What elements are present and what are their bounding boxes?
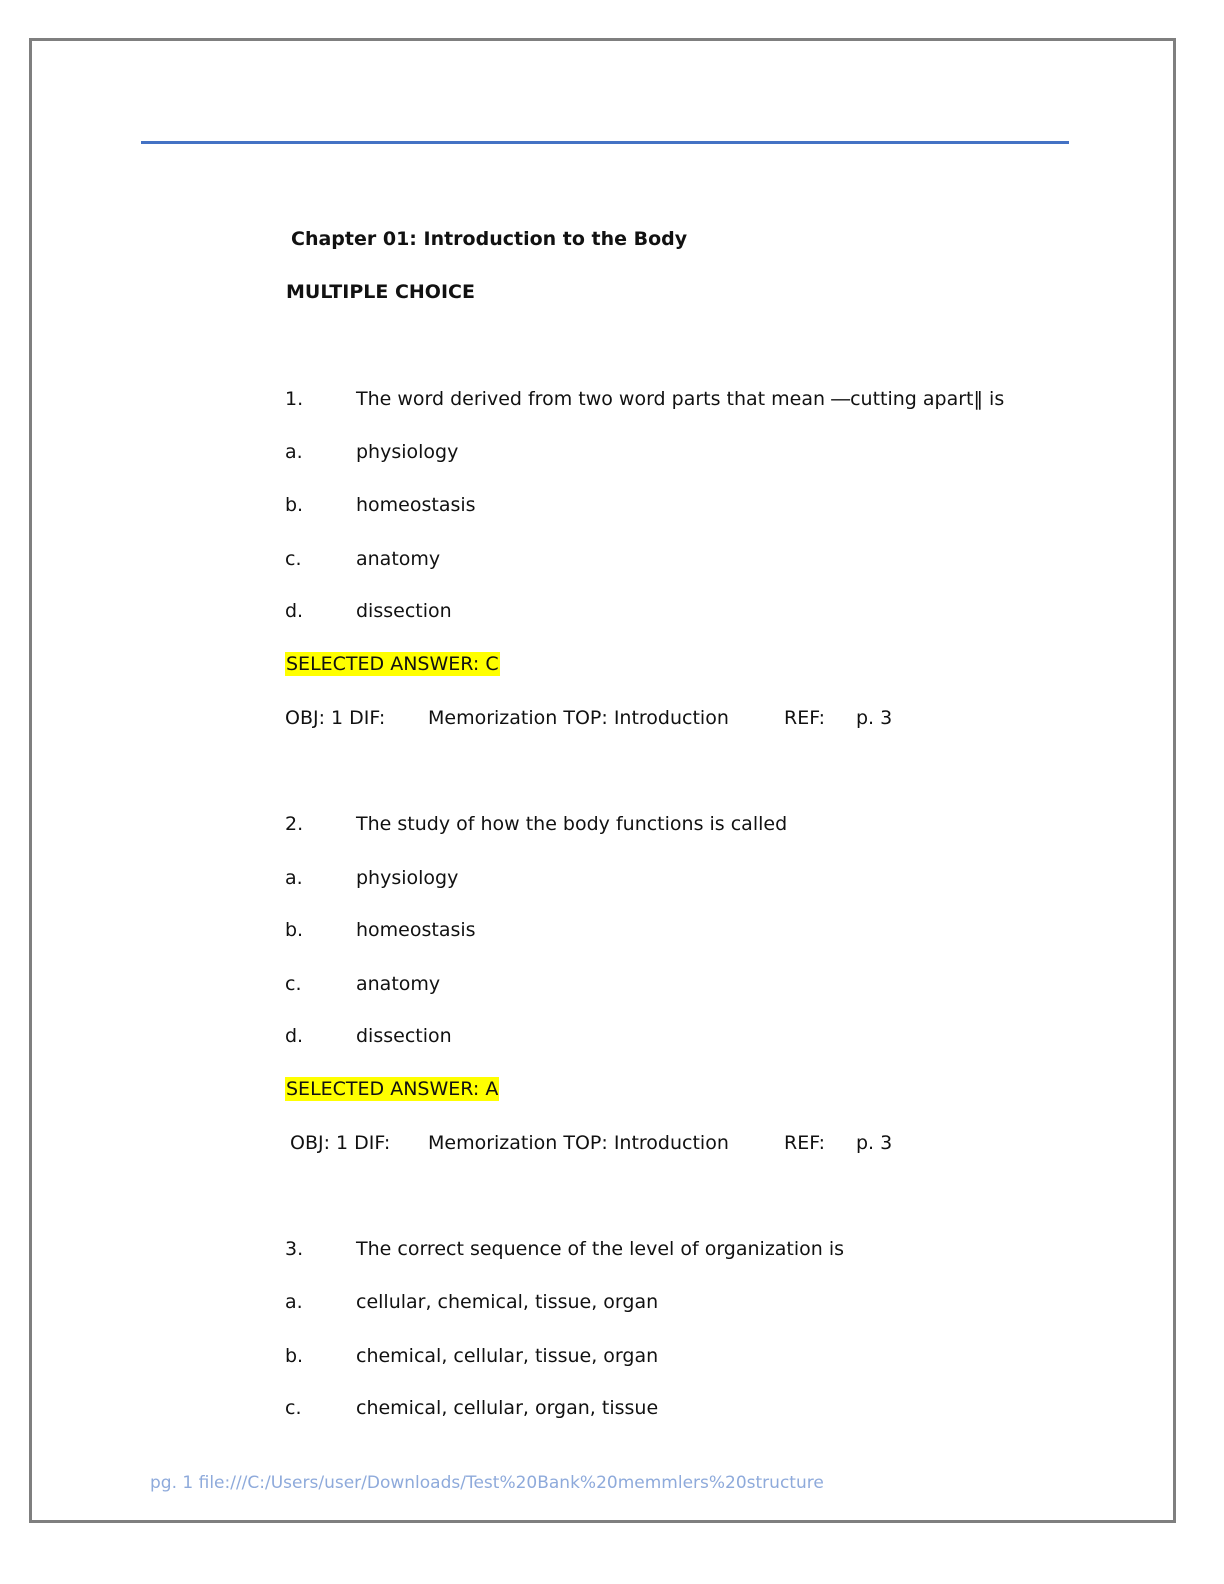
option-text: chemical, cellular, organ, tissue: [356, 1397, 659, 1419]
page-footer: pg. 1 file:///C:/Users/user/Downloads/Test%20Bank%20memmlers%20structure: [150, 1473, 824, 1493]
option-text: homeostasis: [356, 494, 476, 516]
option-letter: b.: [285, 919, 304, 941]
option-letter: a.: [285, 867, 303, 889]
question-number: 2.: [285, 813, 304, 835]
question-text: The word derived from two word parts that mean ―cutting apart‖ is: [356, 388, 1005, 410]
option-letter: a.: [285, 1291, 303, 1313]
selected-answer-highlight: SELECTED ANSWER: C: [286, 653, 499, 675]
chapter-title: Chapter 01: Introduction to the Body: [291, 228, 688, 250]
meta-ref: REF:: [784, 1132, 826, 1154]
meta-page: p. 3: [856, 707, 893, 729]
option-text: dissection: [356, 600, 452, 622]
option-letter: b.: [285, 494, 304, 516]
option-letter: c.: [285, 548, 302, 570]
option-letter: d.: [285, 600, 304, 622]
selected-answer-2: [285, 1076, 499, 1102]
question-number: 1.: [285, 388, 304, 410]
option-text: physiology: [356, 441, 459, 463]
option-text: physiology: [356, 867, 459, 889]
option-text: dissection: [356, 1025, 452, 1047]
option-text: cellular, chemical, tissue, organ: [356, 1291, 659, 1313]
option-letter: a.: [285, 441, 303, 463]
option-letter: d.: [285, 1025, 304, 1047]
option-letter: c.: [285, 973, 302, 995]
meta-ref: REF:: [784, 707, 826, 729]
option-text: anatomy: [356, 973, 441, 995]
question-number: 3.: [285, 1238, 304, 1260]
meta-obj: OBJ: 1 DIF:: [285, 707, 386, 729]
meta-dif-top: Memorization TOP: Introduction: [428, 707, 729, 729]
option-letter: c.: [285, 1397, 302, 1419]
option-text: chemical, cellular, tissue, organ: [356, 1345, 659, 1367]
meta-page: p. 3: [856, 1132, 893, 1154]
selected-answer-1: [285, 651, 500, 677]
option-text: anatomy: [356, 548, 441, 570]
selected-answer-highlight: SELECTED ANSWER: A: [286, 1078, 499, 1100]
question-text: The study of how the body functions is called: [356, 813, 788, 835]
meta-dif-top: Memorization TOP: Introduction: [428, 1132, 729, 1154]
section-title: MULTIPLE CHOICE: [286, 281, 475, 303]
question-text: The correct sequence of the level of organization is: [356, 1238, 845, 1260]
option-text: homeostasis: [356, 919, 476, 941]
meta-obj: OBJ: 1 DIF:: [290, 1132, 391, 1154]
option-letter: b.: [285, 1345, 304, 1367]
